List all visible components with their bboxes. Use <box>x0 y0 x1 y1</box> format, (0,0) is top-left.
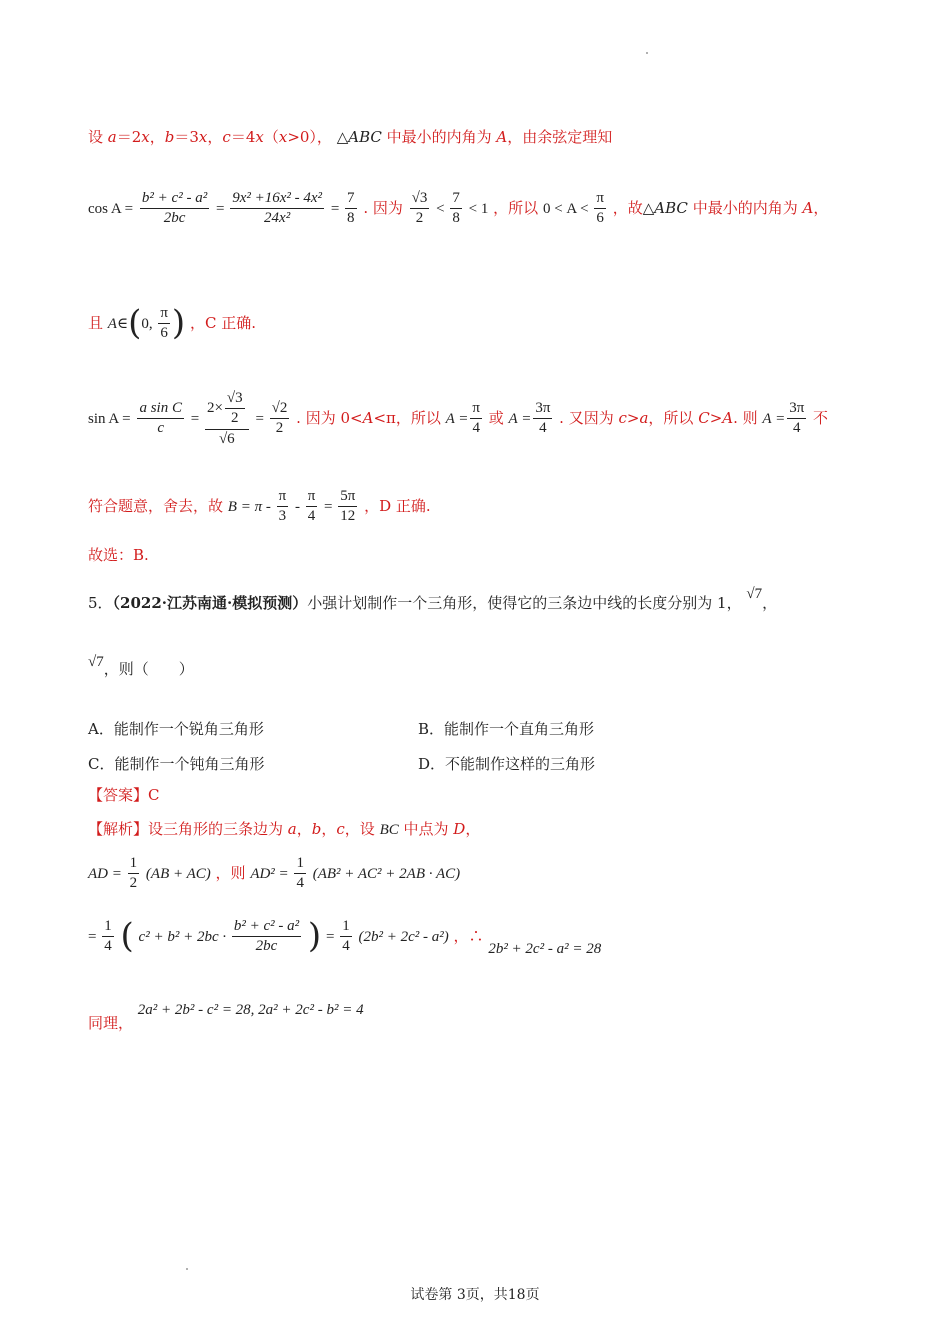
solution-line-1: 设 a＝2x，b＝3x，c＝4x（x>0）， △ABC 中最小的内角为 A，由余弦定理知 <box>88 128 613 146</box>
compound-fraction: 2× $\frac{√3}{2}$ √6 <box>205 390 249 448</box>
choice-c[interactable]: C．能制作一个钝角三角形 <box>88 755 265 773</box>
fraction: $\frac{\text{b² + c² - a²}}{2bc}$ <box>233 918 300 955</box>
fraction: $\frac{\pi}{4}$ <box>307 488 316 525</box>
fraction: $\frac{\text{b² + c² - a²}}{2bc}$ <box>141 190 208 227</box>
fraction: $\frac{\text{9x² +16x² - 4x²}}{\text{24x²}}$ <box>232 190 323 227</box>
choice-d[interactable]: D．不能制作这样的三角形 <box>418 755 596 773</box>
fraction: $\frac{\text{a sin C}}{c}$ <box>139 400 182 437</box>
fraction: $\frac{\pi}{6}$ <box>596 190 604 227</box>
fraction: $\frac{√3}{2}$ <box>411 190 428 227</box>
question-5: 5．（2022·江苏南通·模拟预测）小强计划制作一个三角形，使得它的三条边中线的长度分别为 1， √7， <box>88 586 778 612</box>
fraction: $\frac{1}{2}$ <box>129 855 138 892</box>
fraction: $\frac{1}{4}$ <box>104 918 112 955</box>
interval-line: 且 A∈(0, $\frac{\pi}{6}$ ) ，C 正确. <box>88 303 256 344</box>
top-dot <box>646 52 648 54</box>
fraction: $\frac{√2}{2}$ <box>271 400 288 437</box>
analysis-line: 【解析】设三角形的三条边为 a，b，c，设 BC 中点为 D， <box>88 820 481 838</box>
fraction: $\frac{7}{8}$ <box>452 190 460 227</box>
cosine-equation-line: cos A = $\frac{\text{b² + c² - a²}}{2bc}$ = $\frac{\text{9x² +16x² - 4x²}}{\text{24x²}}$ = $\frac{7}{8}$ . 因为 $\frac{√3}{2}$ < $\frac{7}{8}$ < 1 ，所以 0 < A < $\frac{\pi}{6}$ ，故△ABC 中最小的内角为 A， <box>88 190 829 227</box>
fraction: $\frac{3\pi}{4}$ <box>789 400 805 437</box>
sine-equation-line: sin A = $\frac{\text{a sin C}}{c}$ = 2× $\frac{√3}{2}$ √6 = $\frac{√2}{2}$ . 因为 0<A<π，所以 A = $\frac{\pi}{4}$ 或 A = $\frac{3\pi}{4}$ . 又因为 c>a，所以 C>A. 则 A = $\frac{3\pi}{4}$ 不 <box>88 390 829 447</box>
bottom-dot <box>186 1268 188 1270</box>
choice-b[interactable]: B．能制作一个直角三角形 <box>418 720 595 738</box>
page-footer: 试卷第 3页，共18页 <box>410 1287 540 1303</box>
fraction: $\frac{5\pi}{12}$ <box>340 488 356 525</box>
vector-equation-1: AD = $\frac{1}{2}$ (AB + AC) ，则 AD² = $\frac{1}{4}$ (AB² + AC² + 2AB · AC) <box>88 855 461 892</box>
fraction: $\frac{3\pi}{4}$ <box>535 400 551 437</box>
choice-a[interactable]: A．能制作一个锐角三角形 <box>88 720 264 738</box>
fraction: $\frac{1}{4}$ <box>342 918 350 955</box>
fraction: $\frac{\pi}{3}$ <box>278 488 287 525</box>
angle-b-line: 符合题意，舍去，故 B = π - $\frac{\pi}{3}$ - $\frac{\pi}{4}$ = $\frac{5\pi}{12}$ ，D 正确. <box>88 488 431 525</box>
similarly-line: 同理， 2a² + 2b² - c² = 28, 2a² + 2c² - b² = 4 <box>88 1002 364 1032</box>
question-5-cont: √7，则（ ） <box>88 654 194 678</box>
fraction: $\frac{\pi}{4}$ <box>472 400 480 437</box>
vector-equation-2: = $\frac{1}{4}$ ( c² + b² + 2bc · $\frac{\text{b² + c² - a²}}{2bc}$ ) = $\frac{1}{4}$ (2b² + 2c² - a²) ，∴ 2b² + 2c² - a² = 28 <box>88 916 602 957</box>
previous-answer-line: 故选：B. <box>88 546 149 564</box>
fraction: $\frac{\pi}{6}$ <box>160 305 168 342</box>
fraction: $\frac{1}{4}$ <box>296 855 304 892</box>
answer-line: 【答案】C <box>88 786 160 804</box>
fraction: $\frac{7}{8}$ <box>347 190 355 227</box>
